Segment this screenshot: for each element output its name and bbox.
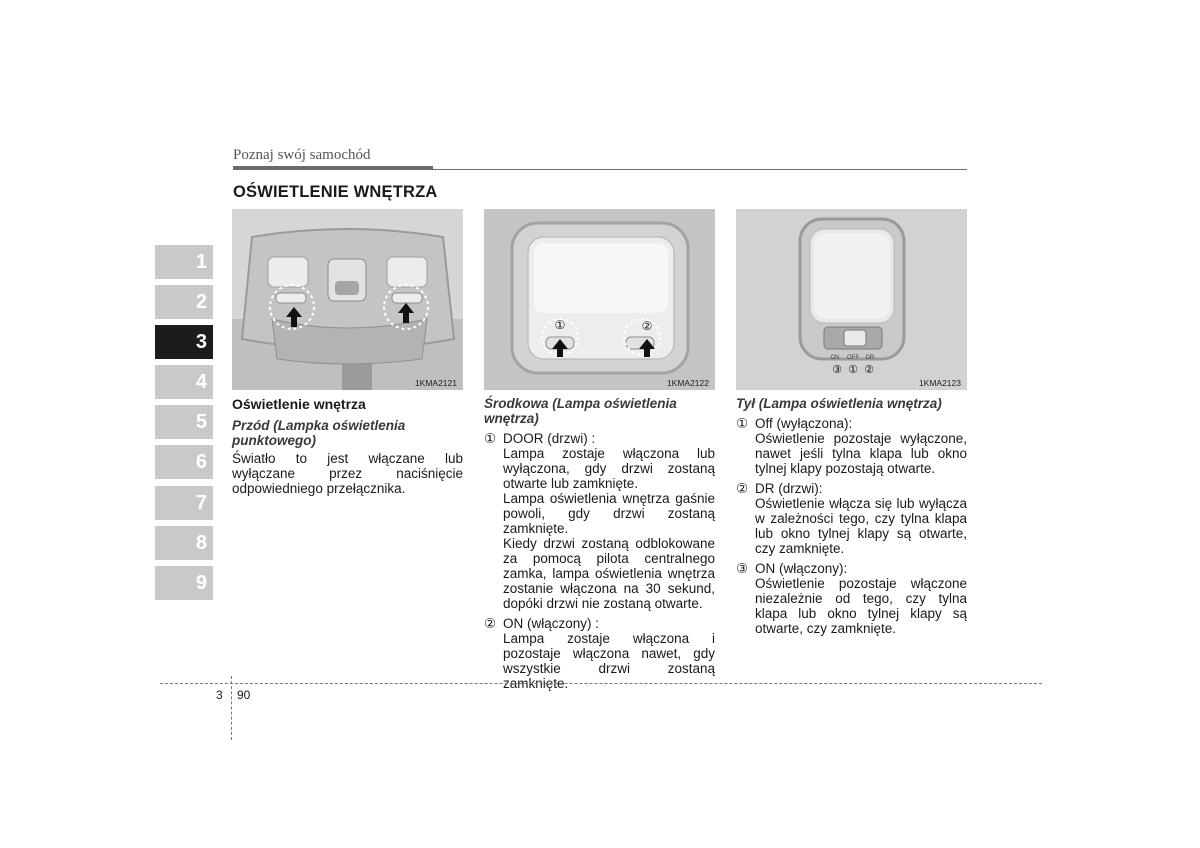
paragraph-front: Światło to jest włączane lub wyłączane przez naciśnięcie odpowiedniego przełącznika. (232, 451, 463, 496)
switch-label-on: ON (830, 355, 840, 361)
marker-1: ① (848, 364, 858, 376)
footer-rule (160, 683, 1042, 684)
list-item (484, 616, 715, 691)
chapter-tab-9[interactable]: 9 (155, 566, 213, 600)
marker-3: ③ (832, 364, 842, 376)
chapter-number: 3 (216, 688, 223, 702)
switch-label-dr: DR (865, 355, 875, 361)
callout-1: ① (554, 318, 566, 332)
item-label: DOOR (drzwi) : (503, 431, 596, 446)
item-number: ③ (736, 561, 749, 576)
list-item (484, 431, 715, 611)
list-item (736, 481, 967, 556)
item-text: Lampa oświetlenia wnętrza gaśnie powoli, gdy drzwi zostaną zamknięte. (503, 491, 715, 536)
footer-divider (231, 676, 232, 740)
item-label: DR (drzwi): (755, 481, 823, 496)
photo-rear-lamp (736, 209, 967, 390)
item-label: ON (włączony): (755, 561, 848, 576)
column-rear (736, 396, 967, 636)
page-number: 90 (237, 688, 251, 702)
chapter-tab-8[interactable]: 8 (155, 526, 213, 560)
marker-2: ② (864, 364, 874, 376)
photo-front-lamp (232, 209, 463, 390)
photo-center-lamp (484, 209, 715, 390)
image-code: 1KMA2121 (414, 378, 457, 388)
list-item (736, 561, 967, 636)
heading-center: Środkowa (Lampa oświetlenia wnętrza) (484, 396, 677, 426)
item-number: ① (736, 416, 749, 431)
item-number: ① (484, 431, 497, 446)
item-text: Oświetlenie włącza się lub wyłącza w zależności tego, czy tylna klapa lub okno tylnej klapy są otwarte, czy zamknięte. (755, 496, 967, 556)
header-rule (433, 169, 967, 170)
item-number: ② (736, 481, 749, 496)
switch-label-off: OFF (847, 355, 859, 361)
callout-2: ② (641, 319, 653, 333)
center-lamp-illustration (484, 209, 715, 390)
chapter-tab-5[interactable]: 5 (155, 405, 213, 439)
column-center (484, 396, 715, 691)
front-lamp-illustration (232, 209, 463, 390)
column-front (232, 397, 463, 496)
item-number: ② (484, 616, 497, 631)
item-label: ON (włączony) : (503, 616, 600, 631)
chapter-tab-6[interactable]: 6 (155, 445, 213, 479)
chapter-tab-2[interactable]: 2 (155, 285, 213, 319)
chapter-tab-7[interactable]: 7 (155, 486, 213, 520)
item-text: Oświetlenie pozostaje włączone niezależnie od tego, czy tylna klapa lub okno tylnej klapy są otwarte, czy zamknięte. (755, 576, 967, 636)
item-text: Lampa zostaje włączona i pozostaje włączona nawet, gdy wszystkie drzwi zostaną zamknięte. (503, 631, 715, 691)
item-text: Lampa zostaje włączona lub wyłączona, gdy drzwi zostaną otwarte lub zamknięte. (503, 446, 715, 491)
heading-interior-lighting: Oświetlenie wnętrza (232, 396, 366, 412)
chapter-tab-4[interactable]: 4 (155, 365, 213, 399)
item-text: Oświetlenie pozostaje wyłączone, nawet jeśli tylna klapa lub okno tylnej klapy pozostają otwarte. (755, 431, 967, 476)
item-label: Off (wyłączona): (755, 416, 853, 431)
header-bar (233, 166, 433, 170)
running-header: Poznaj swój samochód (233, 147, 371, 163)
image-code: 1KMA2122 (666, 378, 709, 388)
chapter-tab-3[interactable]: 3 (155, 325, 213, 359)
list-item (736, 416, 967, 476)
item-text: Kiedy drzwi zostaną odblokowane za pomocą pilota centralnego zamka, lampa oświetlenia wnętrza zostanie włączona na 30 sekund, dopóki drzwi nie zostaną otwarte. (503, 536, 715, 611)
image-code: 1KMA2123 (918, 378, 961, 388)
subheading-front: Przód (Lampka oświetlenia punktowego) (232, 418, 406, 448)
chapter-tab-1[interactable]: 1 (155, 245, 213, 279)
rear-lamp-illustration (736, 209, 967, 390)
heading-rear: Tył (Lampa oświetlenia wnętrza) (736, 396, 942, 411)
section-title: OŚWIETLENIE WNĘTRZA (233, 183, 438, 201)
